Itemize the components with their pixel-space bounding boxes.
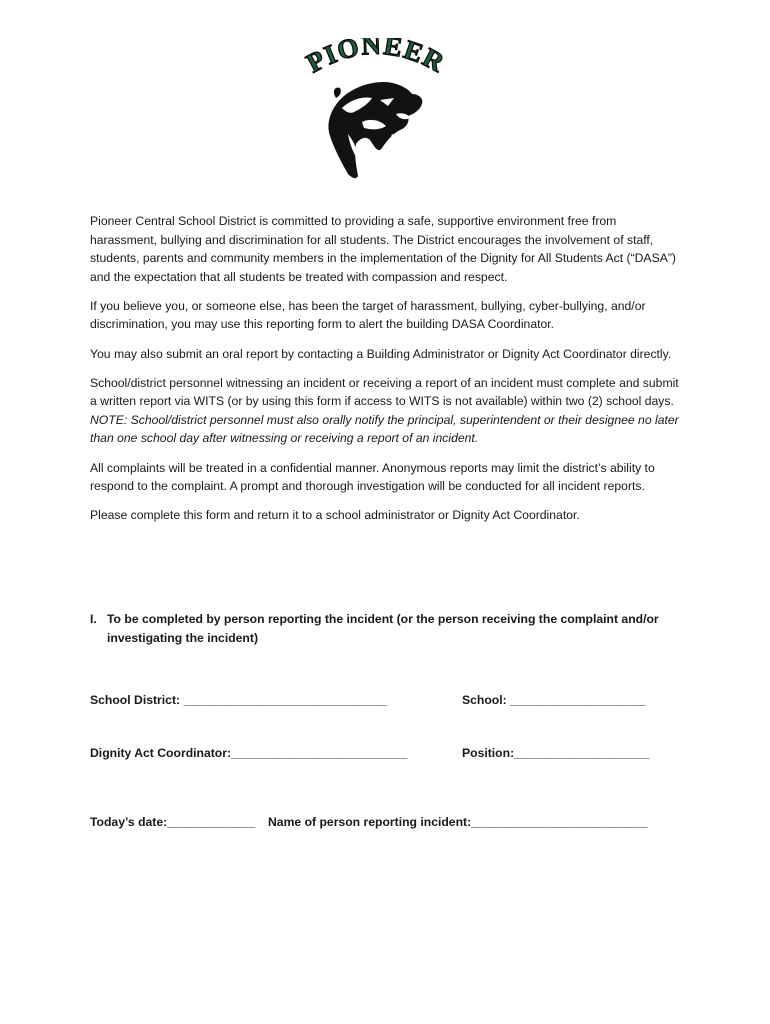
pioneer-logo: [296, 38, 456, 184]
position-field[interactable]: Position:____________________: [462, 746, 650, 760]
section-title: To be completed by person reporting the incident (or the person receiving the complaint and/or investigating the incident): [107, 612, 659, 645]
personnel-note: NOTE: School/district personnel must also orally notify the principal, superintendent or their designee no later than one school day after witnessing or receiving a report of an incident.: [90, 412, 679, 446]
section-heading: [90, 610, 690, 648]
intro-text: [90, 212, 682, 535]
paragraph-reporting-form: If you believe you, or someone else, has been the target of harassment, bullying, cyber-bullying, and/or discrimination, you may use this reporting form to alert the building DASA Coordinator.: [90, 298, 646, 332]
paragraph-confidential: All complaints will be treated in a confidential manner. Anonymous reports may limit the district’s ability to respond to the complaint. A prompt and thorough investigation will be conducted for all incident reports.: [90, 460, 655, 494]
reporter-name-field[interactable]: Name of person reporting incident:__________________________: [268, 815, 648, 829]
personnel-text: School/district personnel witnessing an incident or receiving a report of an incident must complete and submit a written report via WITS (or by using this form if access to WITS is not available) within two (2) school days.: [90, 375, 679, 409]
todays-date-field[interactable]: Today’s date:_____________: [90, 815, 256, 829]
school-field[interactable]: School: ____________________: [462, 693, 646, 707]
panther-head-icon: [296, 38, 456, 184]
paragraph-commitment: Pioneer Central School District is committed to providing a safe, supportive environment free from harassment, bullying and discrimination for all students. The District encourages the involvement of staff, students, parents and community members in the implementation of the Dignity for All Students Act (“DASA”) and the expectation that all students be treated with compassion and respect.: [90, 214, 676, 284]
pioneer-wordmark: PIONEER: [301, 38, 451, 79]
section-number: I.: [90, 612, 97, 626]
dignity-coordinator-field[interactable]: Dignity Act Coordinator:__________________________: [90, 746, 408, 760]
paragraph-return-form: Please complete this form and return it to a school administrator or Dignity Act Coordinator.: [90, 508, 580, 523]
school-district-field[interactable]: School District: ______________________________: [90, 693, 387, 707]
paragraph-oral-report: You may also submit an oral report by contacting a Building Administrator or Dignity Act Coordinator directly.: [90, 346, 672, 361]
paragraph-personnel: [90, 374, 682, 448]
